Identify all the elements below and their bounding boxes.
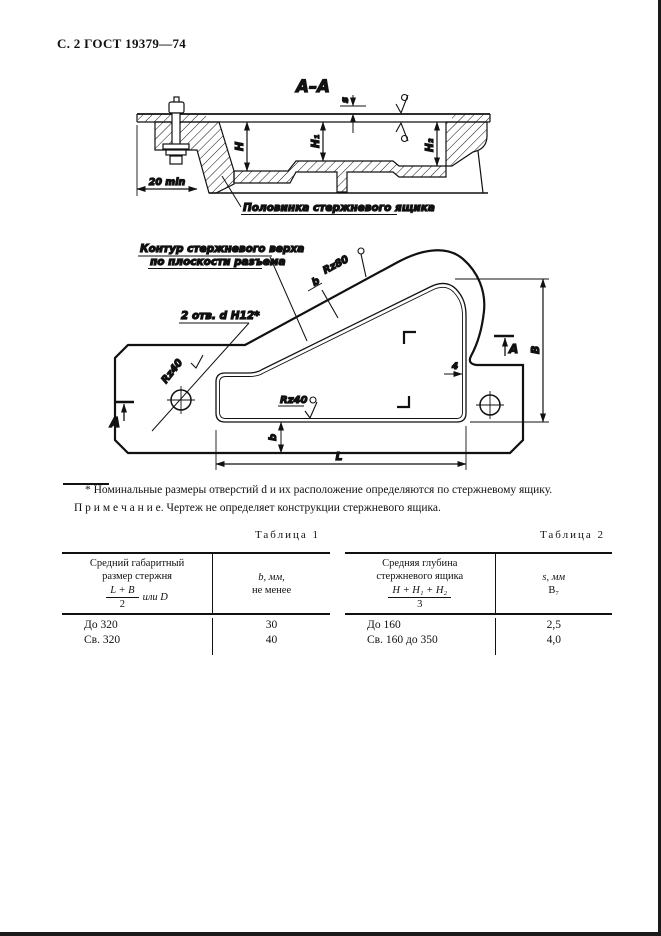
- section-title: А–А: [296, 77, 330, 96]
- svg-text:Rz40: Rz40: [159, 357, 186, 386]
- dim-H2: [424, 122, 437, 166]
- core-contour-inner-line: [220, 287, 463, 418]
- top-plate: [137, 114, 490, 122]
- svg-text:s: s: [340, 97, 351, 103]
- table1-formula: [106, 585, 138, 610]
- table1-header-row: [62, 552, 330, 615]
- table1: [62, 552, 330, 655]
- table1-col1-header-line1: Средний габаритный: [89, 558, 185, 569]
- table2-col2-header: [495, 554, 612, 613]
- svg-text:В: В: [529, 345, 542, 354]
- section-arrow-left: [109, 402, 134, 431]
- table2-divider-tail: [345, 648, 612, 655]
- table2-col1-header-line1: Средняя глубина: [382, 558, 458, 569]
- svg-text:Контур стержневого верха: Контур стержневого верха: [140, 243, 305, 255]
- table1-col2-header-line2: не менее: [251, 584, 292, 596]
- core-contour-outer-line: [216, 283, 466, 422]
- rz40-bottom-label: [278, 395, 317, 418]
- right-hole: [476, 391, 504, 419]
- svg-text:Н₁: Н₁: [310, 134, 322, 148]
- corner-mark-top: [404, 332, 416, 344]
- dim-4: [444, 362, 462, 374]
- table2-col1-header: [345, 554, 495, 613]
- table2-col1-header-line2: стержневого ящика: [376, 571, 464, 582]
- svg-text:20 min: 20 min: [148, 177, 186, 188]
- table-row: [345, 633, 612, 648]
- table2-formula: [388, 585, 451, 610]
- remark-text: П р и м е ч а н и е. Чертеж не определяет конструкции стержневого ящика.: [74, 502, 441, 514]
- svg-text:Половинка стержневого ящика: Половинка стержневого ящика: [243, 202, 435, 214]
- table1-r1c2: 30: [212, 618, 330, 633]
- table2-col2-header-line2: В₇: [548, 584, 560, 596]
- table2-r1c2: 2,5: [495, 618, 612, 633]
- table1-r2c2: 40: [212, 633, 330, 648]
- svg-text:b: b: [268, 433, 279, 441]
- table1-r1c1: До 320: [84, 619, 118, 631]
- svg-text:L: L: [335, 450, 343, 463]
- rz80-label: [321, 248, 366, 277]
- table1-col1-header-line2: размер стержня: [102, 571, 173, 582]
- formula-denominator: 3: [417, 599, 423, 610]
- svg-text:по плоскости разъема: по плоскости разъема: [150, 256, 286, 268]
- roughness-mark-bottom: [396, 123, 408, 142]
- table2: [345, 552, 612, 655]
- svg-text:Rz80: Rz80: [321, 254, 351, 277]
- formula-denominator: 2: [119, 599, 126, 610]
- table2-col2-header-line1: s, мм: [542, 571, 566, 583]
- table2-r1c1: До 160: [367, 619, 401, 631]
- svg-text:Rz40: Rz40: [280, 395, 308, 406]
- svg-text:Н₂: Н₂: [424, 138, 436, 152]
- svg-text:b: b: [310, 275, 322, 289]
- formula-suffix: или D: [142, 592, 168, 603]
- floor-section: [234, 161, 446, 192]
- formula-numerator: L + B: [106, 585, 138, 598]
- dim-H1: [310, 122, 323, 161]
- dim-L: [216, 426, 466, 470]
- table-row: [345, 615, 612, 633]
- svg-text:А: А: [509, 342, 519, 356]
- table1-divider-tail: [62, 648, 330, 655]
- table2-r2c2: 4,0: [495, 633, 612, 648]
- table2-header-row: [345, 552, 612, 615]
- right-outer-edge: [478, 151, 483, 193]
- table1-caption: Таблица 1: [254, 529, 320, 541]
- svg-text:2 отв. d Н12*: 2 отв. d Н12*: [181, 310, 260, 322]
- svg-text:4: 4: [451, 362, 459, 372]
- roughness-mark-top: [396, 95, 408, 114]
- table1-col2-header-line1: b, мм,: [258, 571, 285, 583]
- table-row: [62, 615, 330, 633]
- table1-col2-header: [212, 554, 330, 613]
- dim-B: [455, 279, 549, 422]
- dim-b-bottom: [268, 422, 281, 453]
- footnote-text: * Номинальные размеры отверстий d и их расположение определяются по стержневому ящику.: [85, 484, 553, 496]
- svg-text:А: А: [110, 416, 121, 431]
- table2-caption: Таблица 2: [539, 529, 605, 541]
- table1-col1-header: [62, 554, 212, 613]
- page-header: С. 2 ГОСТ 19379—74: [57, 36, 187, 51]
- table1-r2c1: Св. 320: [84, 634, 121, 646]
- section-arrow-right: [494, 336, 518, 356]
- formula-numerator: Н + Н₁ + Н₂: [388, 585, 451, 598]
- svg-text:Н: Н: [233, 141, 246, 151]
- dim-H: [233, 122, 247, 171]
- corner-mark-bottom: [397, 396, 409, 407]
- right-wall-section: [446, 122, 487, 166]
- table2-r2c1: Св. 160 до 350: [367, 634, 438, 646]
- table-row: [62, 633, 330, 648]
